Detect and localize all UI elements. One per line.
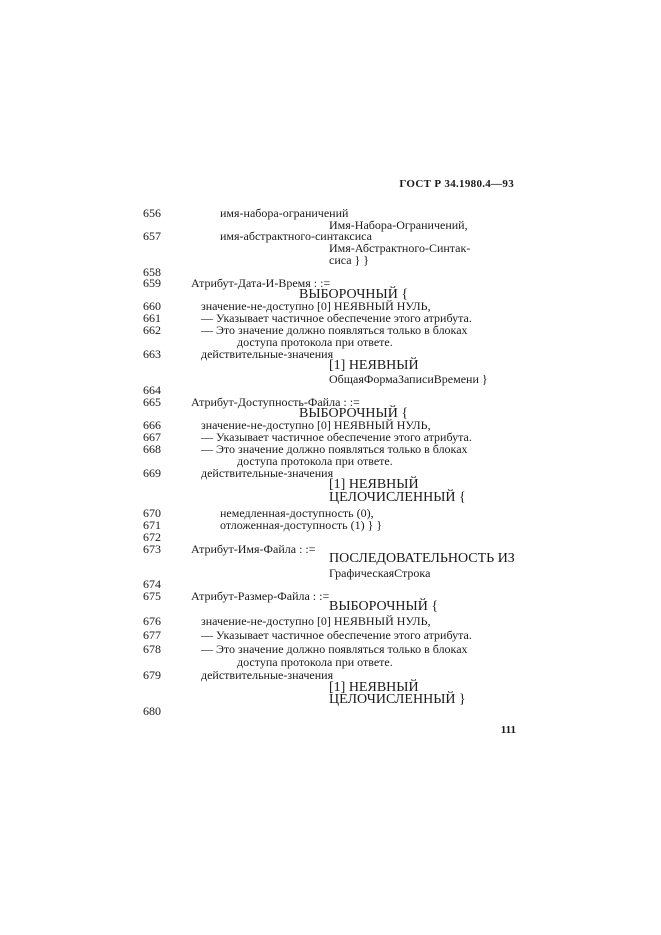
line-number: 675 [143,589,161,603]
code-line: немедленная-доступность (0), [220,506,374,520]
line-number: 663 [143,347,161,361]
line-number: 673 [143,542,161,556]
line-number: 658 [143,265,161,279]
line-number: 659 [143,276,161,290]
code-line: — Указывает частичное обеспечение этого атрибута. [201,311,472,325]
code-line: Имя-Абстрактного-Синтак- [329,241,471,255]
line-number: 679 [143,668,161,682]
code-line: ВЫБОРОЧНЫЙ { [299,406,409,421]
line-number: 660 [143,299,161,313]
line-number: 665 [143,395,161,409]
line-number: 674 [143,577,161,591]
code-line: действительные-значения [201,347,334,361]
line-number: 668 [143,442,161,456]
code-line: ГрафическаяСтрока [329,566,431,580]
line-number: 680 [143,704,161,718]
code-line: отложенная-доступность (1) } } [220,518,383,532]
line-number: 670 [143,506,161,520]
code-line: Атрибут-Размер-Файла : := [191,589,330,603]
code-line: имя-набора-ограничений [220,206,349,220]
code-line: доступа протокола при ответе. [237,335,393,349]
code-line: [1] НЕЯВНЫЙ [329,358,419,373]
code-line: значение-не-доступно [0] НЕЯВНЫЙ НУЛЬ, [201,299,431,313]
line-number: 664 [143,383,161,397]
line-number: 661 [143,311,161,325]
code-line: доступа протокола при ответе. [237,454,393,468]
code-line: Имя-Набора-Ограничений, [329,218,468,232]
code-line: доступа протокола при ответе. [237,655,393,669]
code-line: ПОСЛЕДОВАТЕЛЬНОСТЬ ИЗ [329,551,515,566]
line-number: 676 [143,614,161,628]
code-line: [1] НЕЯВНЫЙ [329,477,419,492]
code-line: ЦЕЛОЧИСЛЕННЫЙ { [329,490,466,505]
code-line: действительные-значения [201,466,334,480]
code-line: Атрибут-Имя-Файла : := [191,542,316,556]
code-line: ВЫБОРОЧНЫЙ { [299,287,409,302]
line-number: 677 [143,628,161,642]
line-number: 666 [143,418,161,432]
code-line: ОбщаяФормаЗаписиВремени } [329,372,488,386]
line-number: 671 [143,518,161,532]
code-line: — Это значение должно появляться только в блоках [201,442,468,456]
code-line: — Указывает частичное обеспечение этого атрибута. [201,628,472,642]
line-number: 678 [143,642,161,656]
code-line: ВЫБОРОЧНЫЙ { [329,599,439,614]
code-line: — Указывает частичное обеспечение этого атрибута. [201,430,472,444]
code-line: — Это значение должно появляться только в блоках [201,323,468,337]
code-line: — Это значение должно появляться только в блоках [201,642,468,656]
page-number: 111 [500,724,516,736]
line-number: 657 [143,229,161,243]
code-line: Атрибут-Дата-И-Время : := [191,276,331,290]
standard-code-header: ГОСТ Р 34.1980.4—93 [399,178,514,190]
line-number: 672 [143,530,161,544]
code-line: [1] НЕЯВНЫЙ [329,680,419,695]
code-line: Атрибут-Доступность-Файла : := [191,395,360,409]
code-line: значение-не-доступно [0] НЕЯВНЫЙ НУЛЬ, [201,418,431,432]
code-line: действительные-значения [201,668,334,682]
line-number: 656 [143,206,161,220]
code-line: имя-абстрактного-синтаксиса [220,229,372,243]
code-line: значение-не-доступно [0] НЕЯВНЫЙ НУЛЬ, [201,614,431,628]
line-number: 669 [143,466,161,480]
code-line: сиса } } [329,253,370,267]
line-number: 667 [143,430,161,444]
code-line: ЦЕЛОЧИСЛЕННЫЙ } [329,692,466,707]
line-number: 662 [143,323,161,337]
